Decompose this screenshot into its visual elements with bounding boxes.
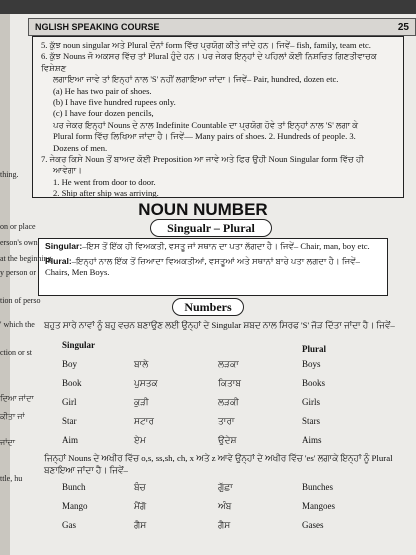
rule-line: Dozens of men. [53,142,108,153]
plural-word: Aims [302,435,322,445]
plural-word: Girls [302,397,320,407]
singular-definition [45,241,381,253]
side-fragment: at the beginning [0,254,52,263]
meaning: ਤਾਰਾ [218,416,235,426]
singular-word: Book [62,378,82,388]
pronunciation: ਸਟਾਰ [134,416,154,426]
example-line: (b) I have five hundred rupees only. [53,97,176,108]
plural-word: Boys [302,359,321,369]
singular-word: Girl [62,397,77,407]
meaning: ਉਦੇਸ਼ [218,435,237,445]
example-line: 1. He went from door to door. [53,176,156,187]
pronunciation: ਬਾਲੇ [134,359,149,369]
plural-definition [45,256,381,279]
side-fragment: thing. [0,170,19,179]
rule-line: 6. ਕੁੱਝ Nouns ਜੋ ਅਕਸਰ ਵਿੱਚ ਤਾਂ Plural ਹੁੰਦੇ ਹਨ। ਪਰ ਜੇਕਰ ਇਨ੍ਹਾਂ ਦੇ ਪਹਿਲਾਂ ਕੋਈ ਨਿਸ਼ਚਿਤ ਗਿਣਤੀਵਾਚਕ ਵਿਸ਼ੇਸ਼ਣ [41,51,377,73]
side-fragment: ਜਾਂਦਾ [0,438,16,447]
rule-line: Plural form ਵਿੱਚ ਲਿਖਿਆ ਜਾਂਦਾ ਹੈ। ਜਿਵੇਂ— Many pairs of shoes. 2. Hundreds of people. 3. [53,131,356,142]
pronunciation: ਪੁਸਤਕ [134,378,158,388]
singular-word: Mango [62,501,88,511]
page-header [28,18,416,36]
singular-word: Star [62,416,77,426]
meaning: ਕਿਤਾਬ [218,378,241,388]
singular-word: Gas [62,520,76,530]
side-fragment: ਕੀਤਾ ਜਾਂ [0,412,25,421]
page-number: 25 [397,21,409,33]
side-fragment: ction or st [0,348,32,357]
side-fragment: on or place [0,222,36,231]
rule-line: 7. ਜੇਕਰ ਕਿਸੇ Noun ਤੋਂ ਬਾਅਦ ਕੋਈ Preposition ਆ ਜਾਵੇ ਅਤੇ ਫਿਰ ਉਹੀ Noun Singular form ਵਿੱਚ ਹੀ [41,154,364,165]
example-line: 2. Ship after ship was arriving. [53,188,159,199]
side-fragment: ਦਿਆ ਜਾਂਦਾ [0,394,34,403]
rule-line: ਆਵੇਗਾ। [53,165,82,176]
plural-word: Gases [302,520,324,530]
numbers-pill: Numbers [172,298,244,316]
singular-word: Boy [62,359,78,369]
rule-line: 5. ਕੁੱਝ noun singular ਅਤੇ Plural ਦੋਨਾਂ form ਵਿੱਚ ਪ੍ਰਯੋਗ ਕੀਤੇ ਜਾਂਦੇ ਹਨ। ਜਿਵੇਂ– fish, family, team etc. [41,40,371,50]
example-line: (a) He has two pair of shoes. [53,85,152,96]
plural-word: Books [302,378,326,388]
course-title: NGLISH SPEAKING COURSE [35,22,160,32]
side-fragment: tion of perso [0,296,41,305]
plural-word: Stars [302,416,320,426]
header-singular: Singular [62,340,96,350]
meaning: ਗੁੱਛਾ [218,482,233,492]
meaning: ਲੜਕੀ [218,397,239,407]
rule-line: ਪਰ ਜੇਕਰ ਇਨ੍ਹਾਂ Nouns ਦੇ ਨਾਲ Indefinite Countable ਦਾ ਪ੍ਰਯੋਗ ਹੋਵੇ ਤਾਂ ਇਨ੍ਹਾਂ ਨਾਲ 'S' ਲਗਾ ਕੇ [53,119,359,130]
side-fragment: ' which the [0,320,35,329]
side-fragment: ttle, hu [0,474,23,483]
meaning: ਗੈਸ [218,520,231,530]
example-line: (c) I have four dozen pencils, [53,108,154,119]
section-title: NOUN NUMBER [138,200,268,219]
singular-plural-pill: Singualr – Plural [150,219,272,237]
plural-word: Bunches [302,482,333,492]
meaning: ਅੰਬ [218,501,232,511]
side-fragment: y person or [0,268,36,277]
rules-box [32,36,404,198]
singular-text: –ਇਸ ਤੋਂ ਇੱਕ ਹੀ ਵਿਅਕਤੀ, ਵਸਤੂ ਜਾਂ ਸਥਾਨ ਦਾ ਪਤਾ ਲੱਗਦਾ ਹੈ। ਜਿਵੇਂ– Chair, man, boy etc. [82,241,370,251]
pronunciation: ਬੰਚ [134,482,146,492]
header-plural: Plural [302,344,326,354]
pronunciation: ਏਮ [134,435,146,445]
plural-word: Mangoes [302,501,335,511]
meaning: ਲੜਕਾ [218,359,239,369]
pronunciation: ਕੁੜੀ [134,397,149,407]
singular-word: Bunch [62,482,86,492]
rule-add-es: ਜਿਨ੍ਹਾਂ Nouns ਦੇ ਅਖੀਰ ਵਿੱਚ o,s, ss,sh, ch, x ਅਤੇ z ਆਵੇ ਉਨ੍ਹਾਂ ਦੇ ਅਖੀਰ ਵਿੱਚ 'es' ਲਗਾਕੇ ਇਨ੍ਹਾਂ ਨੂੰ Plural ਬਣਾਇਆ ਜਾਂਦਾ ਹੈ। ਜਿਵੇਂ– [44,453,393,475]
singular-word: Aim [62,435,79,445]
rule-add-s: ਬਹੁਤ ਸਾਰੇ ਨਾਵਾਂ ਨੂੰ ਬਹੁ ਵਚਨ ਬਣਾਉਣ ਲਈ ਉਨ੍ਹਾਂ ਦੇ Singular ਸ਼ਬਦ ਨਾਲ ਸਿਰਫ 'S' ਜੋੜ ਦਿੱਤਾ ਜਾਂਦਾ ਹੈ। ਜਿਵੇਂ– [44,320,395,330]
singular-label: Singular: [45,241,83,251]
pronunciation: ਗੈਸ [134,520,147,530]
definition-box [38,238,388,296]
plural-text: –ਇਨ੍ਹਾਂ ਨਾਲ ਇੱਕ ਤੋਂ ਜ਼ਿਆਦਾ ਵਿਅਕਤੀਆਂ, ਵਸਤੂਆਂ ਅਤੇ ਸਥਾਨਾਂ ਬਾਰੇ ਪਤਾ ਲਗਦਾ ਹੈ। ਜਿਵੇਂ–Chairs, Men Boys. [45,255,360,277]
side-fragment: erson's own [0,238,38,247]
pronunciation: ਮੈਂਗੋ [134,501,147,511]
plural-label: Plural: [45,255,72,266]
rule-line: ਲਗਾਇਆ ਜਾਵੇ ਤਾਂ ਇਨ੍ਹਾਂ ਨਾਲ 'S' ਨਹੀਂ ਲਗਾਇਆ ਜਾਂਦਾ। ਜਿਵੇਂ– Pair, hundred, dozen etc. [53,74,339,85]
